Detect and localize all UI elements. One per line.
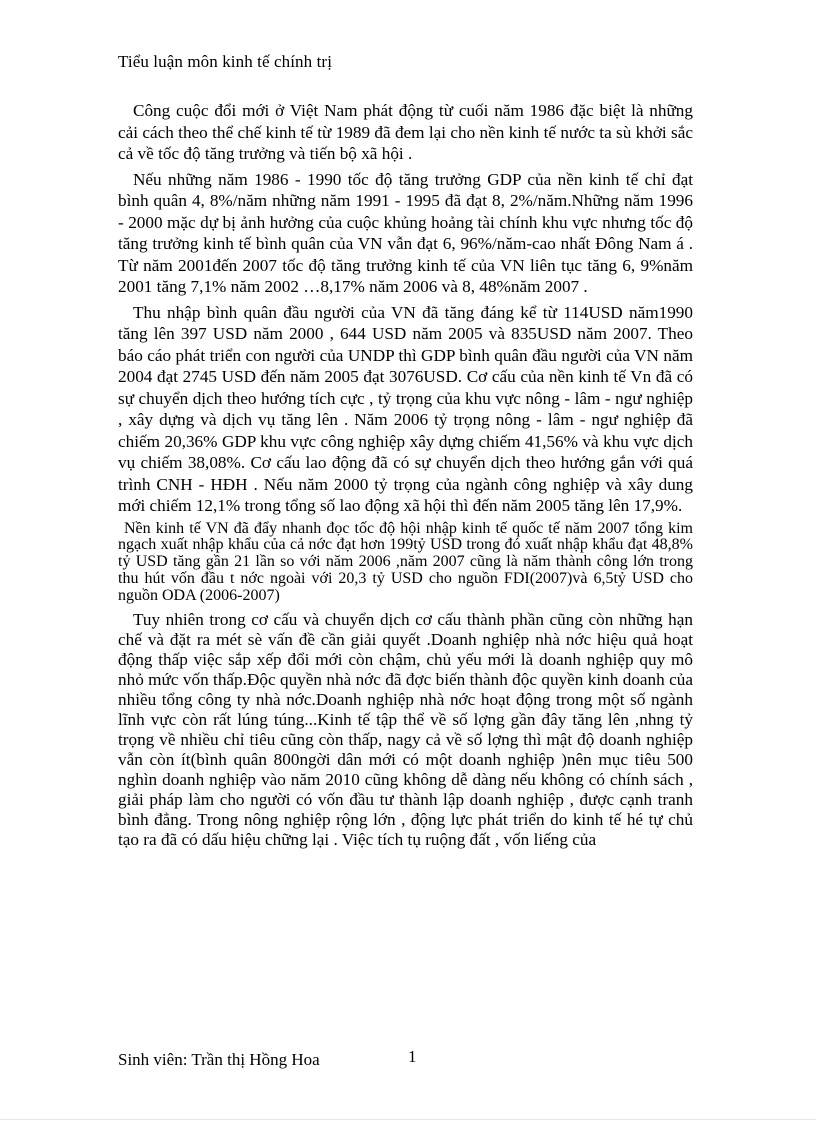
paragraph-integration: Nền kinh tế VN đã đẩy nhanh đọc tốc độ hội nhập kinh tế quốc tế năm 2007 tổng kim ngạch xuất nhập khẩu của cả nớc đạt hơn 199tỷ USD trong đó xuất nhập khẩu đạt 48,8% tỷ USD tăng gần 21 lần so với năm 2006 ,năm 2007 cũng là năm thành công lớn trong thu hút vốn đầu t nớc ngoài với 20,3 tỷ USD cho nguồn FDI(2007)và 6,5tỷ USD cho nguồn ODA (2006-2007) [118,519,693,604]
footer-author: Sinh viên: Trần thị Hồng Hoa [118,1050,320,1069]
paragraph-limitations: Tuy nhiên trong cơ cấu và chuyển dịch cơ cấu thành phần cũng còn những hạn chế và đặt ra mét sè vấn đề cần giải quyết .Doanh nghiệp nhà nớc hiệu quả hoạt động thấp việc sắp xếp đổi mới còn chậm, chủ yếu mới là doanh nghiệp quy mô nhỏ mức vốn thấp.Độc quyền nhà nớc đã đợc biến thành độc quyền kinh doanh của nhiều tổng công ty nhà nớc.Doanh nghiệp nhà nớc hoạt động trong một số ngành lĩnh vực còn rất lúng túng...Kinh tế tập thể về số lợng gần đây tăng lên ,nhng tỷ trọng về nhiều chỉ tiêu cũng còn thấp, nagy cả về số lợng thì mật độ doanh nghiệp vẫn còn ít(bình quân 800ngời dân mới có một doanh nghiệp )nên mục tiêu 500 nghìn doanh nghiệp vào năm 2010 cũng không dễ dàng nếu không có chính sách , giải pháp làm cho người có vốn đầu tư thành lập doanh nghiệp , được cạnh tranh bình đẳng. Trong nông nghiệp rộng lớn , động lực phát triển do kinh tế hé tự chủ tạo ra đã có dấu hiệu chững lại . Việc tích tụ ruộng đất , vốn liếng của [118,610,693,850]
paragraph-gdp-growth: Nếu những năm 1986 - 1990 tốc độ tăng trưởng GDP của nền kinh tế chỉ đạt bình quân 4, 8%/năm những năm 1991 - 1995 đã đạt 8, 2%/năm.Những năm 1996 - 2000 mặc dự bị ảnh hưởng của cuộc khủng hoảng tài chính khu vực nhưng tốc độ tăng trưởng kinh tế bình quân của VN vẫn đạt 6, 96%/năm-cao nhất Đông Nam á . Từ năm 2001đến 2007 tốc độ tăng trưởng kinh tế của VN liên tục tăng 6, 9%năm 2001 tăng 7,1% năm 2002 …8,17% năm 2006 và 8, 48%năm 2007 . [118,169,693,296]
page-number: 1 [408,1047,417,1066]
paragraph-income-structure: Thu nhập bình quân đầu người của VN đã tăng đáng kể từ 114USD năm1990 tăng lên 397 USD năm 2000 , 644 USD năm 2005 và 835USD năm 2007. Theo báo cáo phát triển con người của UNDP thì GDP bình quân đầu người của VN năm 2004 đạt 2745 USD đến năm 2005 đạt 3076USD. Cơ cấu của nền kinh tế Vn đã có sự chuyển dịch theo hướng tích cực , tỷ trọng của khu vực nông - lâm - ngư nghiệp , xây dựng và dịch vụ tăng lên . Năm 2006 tỷ trọng nông - lâm - ngư nghiệp đã chiếm 20,36% GDP khu vực công nghiệp xây dựng chiếm 41,56% và khu vực dịch vụ chiếm 38,08%. Cơ cấu lao động đã có sự chuyển dịch theo hướng gắn với quá trình CNH - HĐH . Nếu năm 2000 tỷ trọng của ngành công nghiệp và xây dung mới chiếm 12,1% trong tổng số lao động xã hội thì đến năm 2005 tăng lên 17,9%. [118,302,693,515]
document-header-title: Tiểu luận môn kinh tế chính trị [118,52,333,71]
paragraph-intro: Công cuộc đổi mới ở Việt Nam phát động từ cuối năm 1986 đặc biệt là những cải cách theo thể chế kinh tế từ 1989 đã đem lại cho nền kinh tế nước ta sù khởi sắc cả về tốc độ tăng trưởng và tiến bộ xã hội . [118,101,693,163]
page-bottom-edge [0,1119,816,1120]
document-body [118,100,693,854]
